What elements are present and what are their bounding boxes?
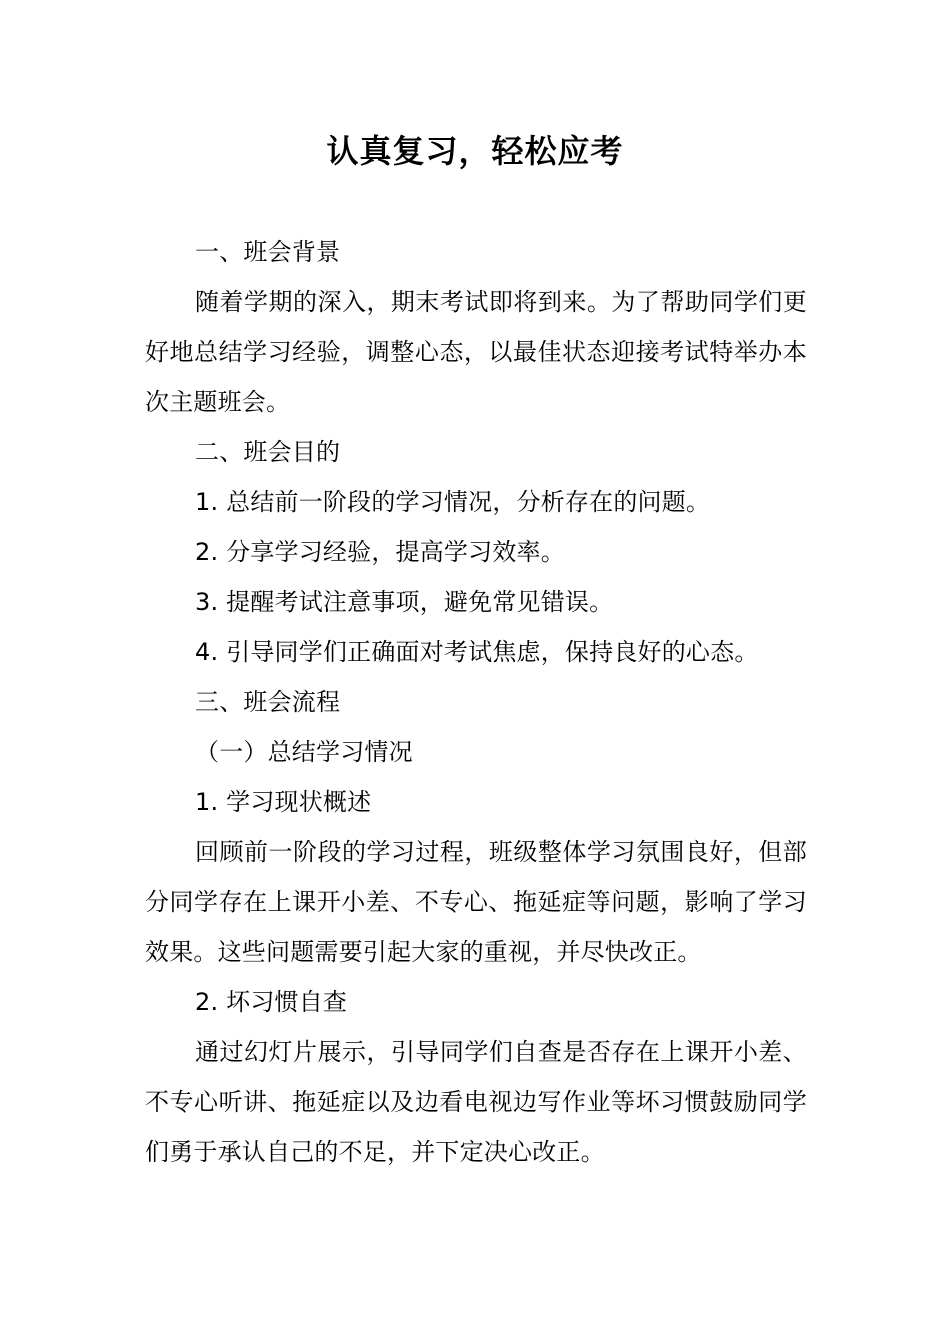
- heading-purpose: 二、班会目的: [195, 438, 341, 466]
- paragraph-habit-check: 通过幻灯片展示，引导同学们自查是否存在上课开小差、不专心听讲、拖延症以及边看电视边写作业等坏习惯鼓励同学们勇于承认自己的不足，并下定决心改正。: [145, 1038, 807, 1166]
- paragraph-review: 回顾前一阶段的学习过程，班级整体学习氛围良好，但部分同学存在上课开小差、不专心、拖延症等问题，影响了学习效果。这些问题需要引起大家的重视，并尽快改正。: [145, 838, 807, 966]
- document-body: [145, 227, 807, 1177]
- item-status-overview: 1. 学习现状概述: [195, 788, 372, 816]
- paragraph-background: 随着学期的深入，期末考试即将到来。为了帮助同学们更好地总结学习经验，调整心态，以最佳状态迎接考试特举办本次主题班会。: [145, 288, 807, 416]
- heading-process: 三、班会流程: [195, 688, 341, 716]
- purpose-item-2: 2. 分享学习经验，提高学习效率。: [195, 538, 565, 566]
- heading-background: 一、班会背景: [195, 238, 341, 266]
- item-habit-check: 2. 坏习惯自查: [195, 988, 348, 1016]
- purpose-item-1: 1. 总结前一阶段的学习情况，分析存在的问题。: [195, 488, 711, 516]
- purpose-item-4: 4. 引导同学们正确面对考试焦虑，保持良好的心态。: [195, 638, 759, 666]
- subheading-summary: （一）总结学习情况: [195, 738, 413, 766]
- purpose-item-3: 3. 提醒考试注意事项，避免常见错误。: [195, 588, 614, 616]
- document-title: 认真复习，轻松应考: [326, 132, 624, 170]
